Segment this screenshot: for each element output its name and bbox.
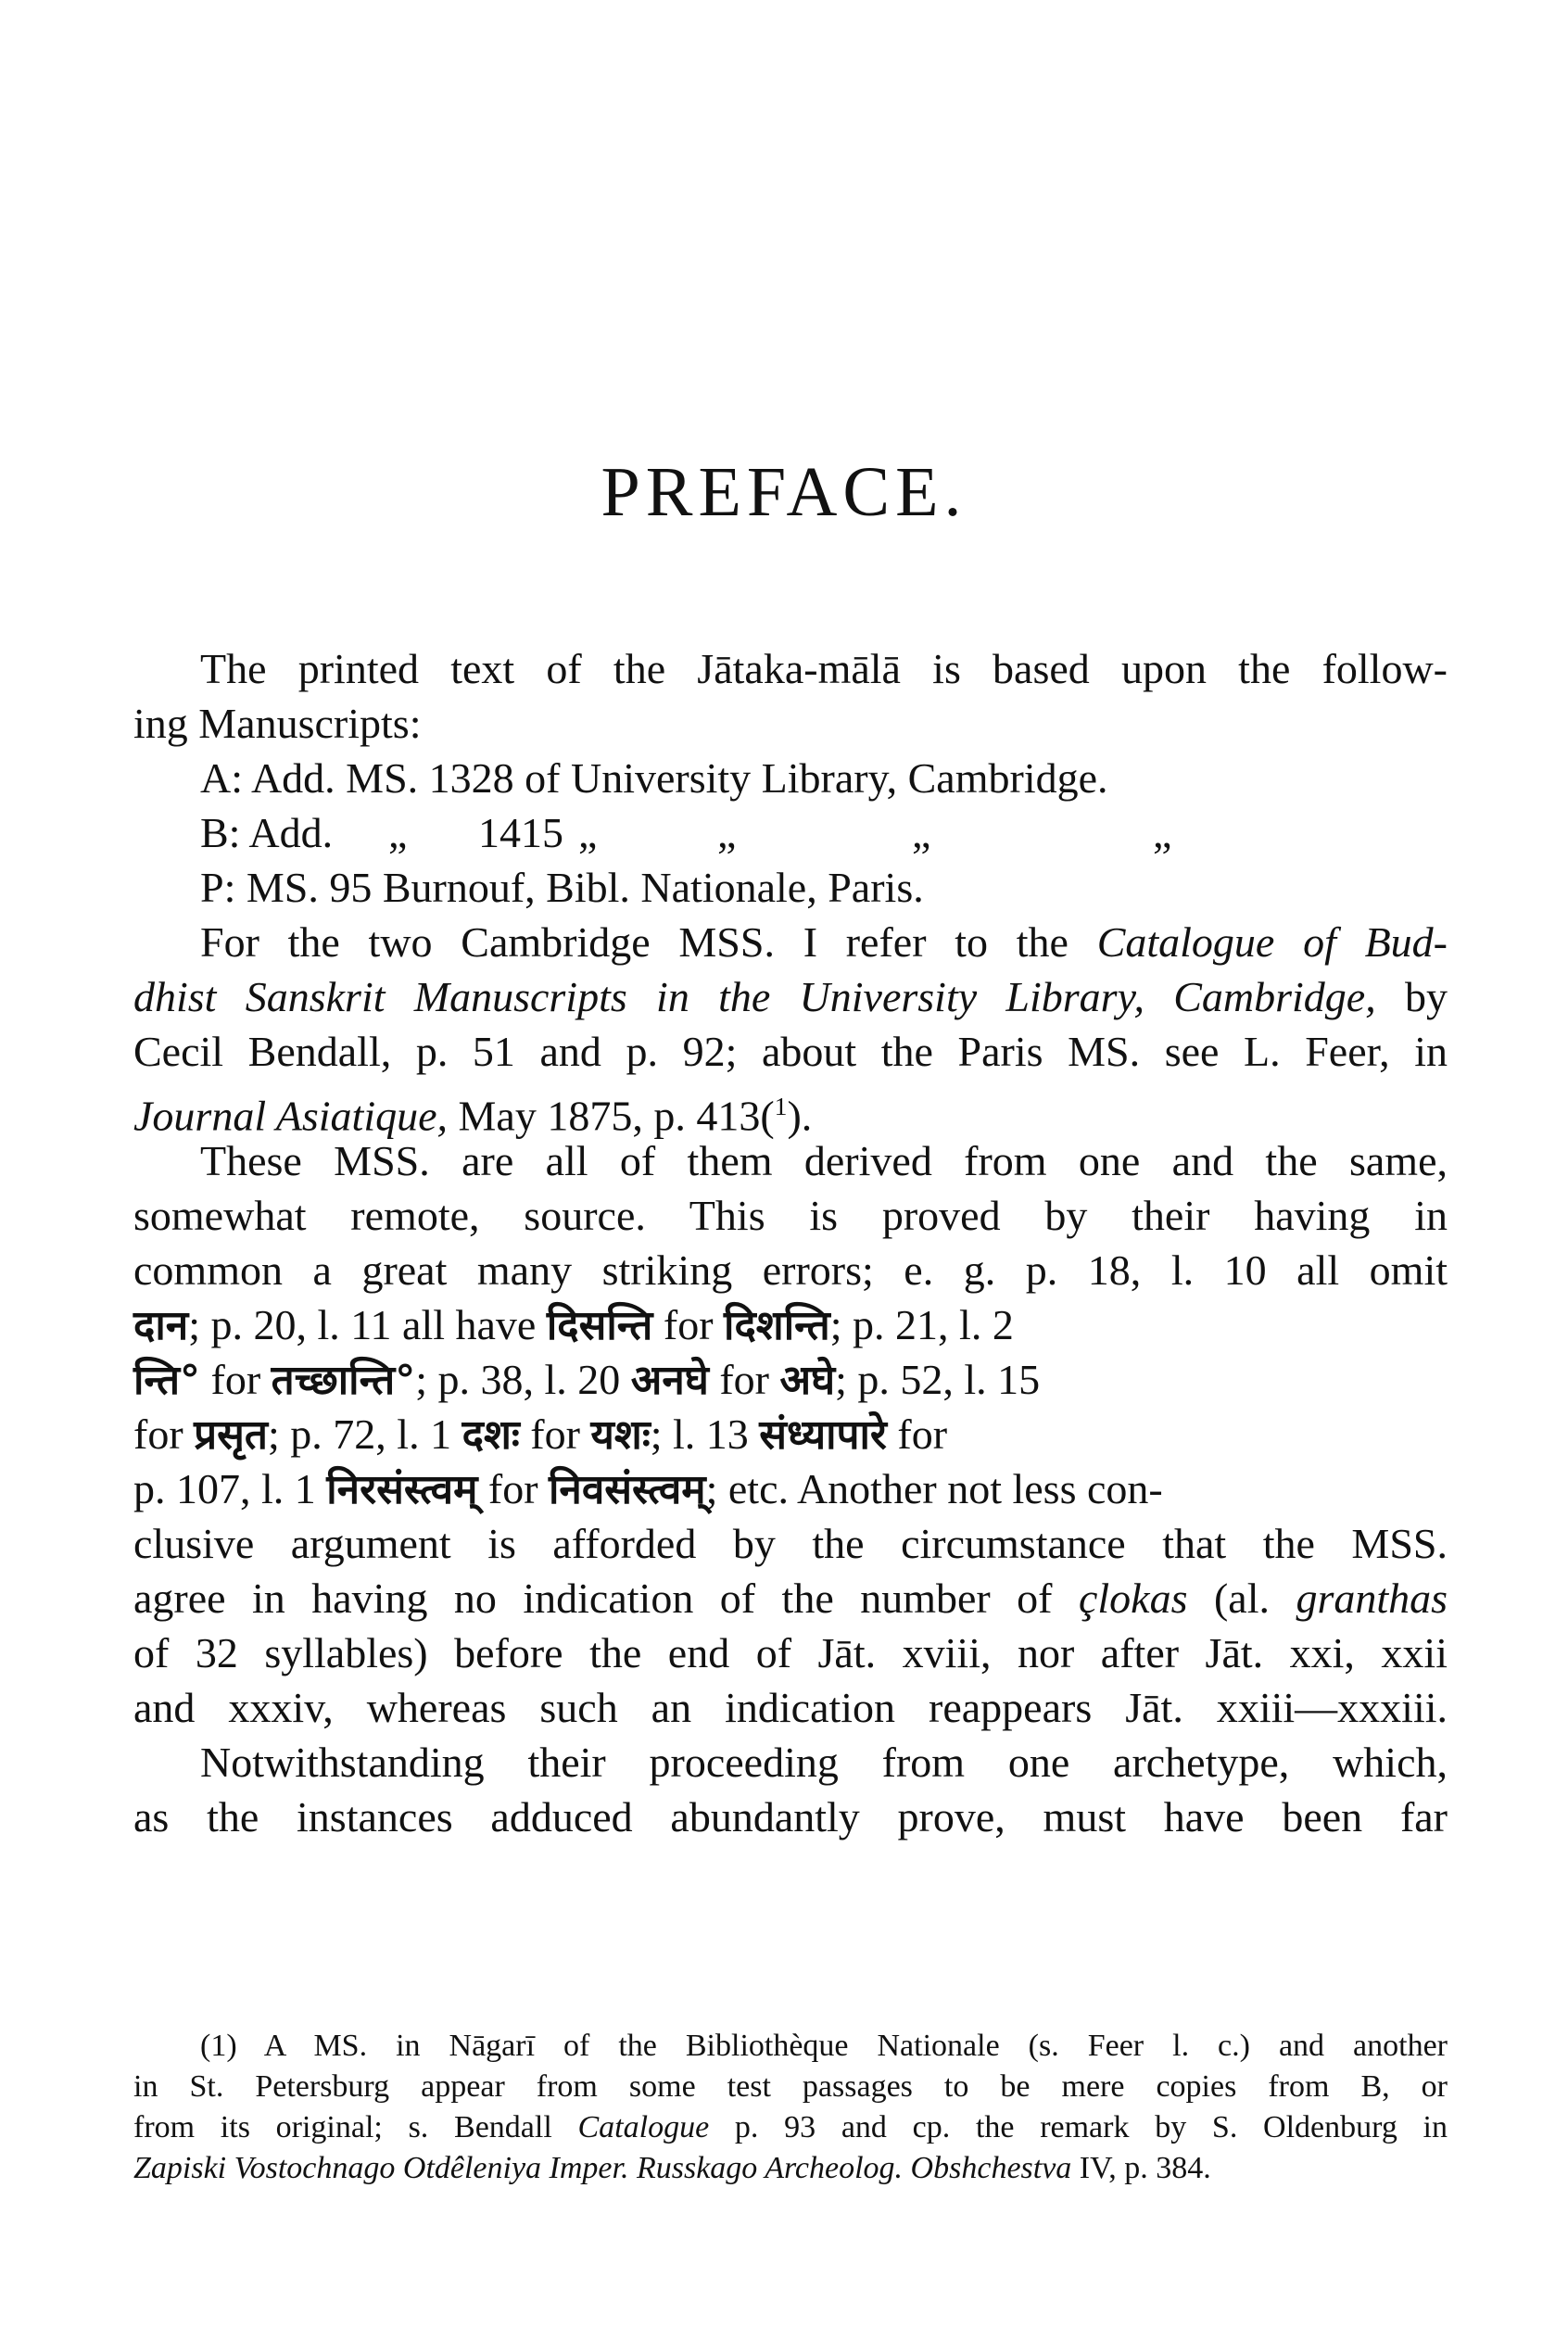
- paragraph-line: clusive argument is afforded by the circumstance that the MSS.: [133, 1520, 1448, 1567]
- paragraph-line: Journal Asiatique, May 1875, p. 413($^1$).: [133, 1092, 813, 1140]
- paragraph-line: common a great many striking errors; e. g. p. 18, l. 10 all omit: [133, 1246, 1448, 1294]
- footnote-line: from its original; s. Bendall Catalogue p. 93 and cp. the remark by S. Oldenburg in: [133, 2110, 1448, 2144]
- devanagari-word: दिशन्ति: [724, 1302, 830, 1349]
- paragraph-line: as the instances adduced abundantly prove, must have been far: [133, 1793, 1448, 1840]
- devanagari-word: तच्छान्ति°: [271, 1357, 416, 1404]
- footnote-line: Zapiski Vostochnago Otdêleniya Imper. Russkago Archeolog. Obshchestva IV, p. 384.: [133, 2151, 1211, 2185]
- paragraph-line: and xxxiv, whereas such an indication reappears Jāt. xxiii—xxxiii.: [133, 1684, 1448, 1731]
- paragraph-line: of 32 syllables) before the end of Jāt. xviii, nor after Jāt. xxi, xxii: [133, 1629, 1448, 1676]
- devanagari-word: निवसंस्त्वम्: [549, 1466, 706, 1513]
- ditto-mark: „: [912, 809, 931, 856]
- page-title: PREFACE.: [601, 453, 967, 531]
- body-text: [133, 641, 1448, 1844]
- footnote: [133, 2026, 1448, 2189]
- ditto-mark: „: [578, 809, 598, 856]
- paragraph-line: दान; p. 20, l. 11 all have दिसन्ति for दिशन्ति; p. 21, l. 2: [133, 1301, 1014, 1349]
- manuscript-b-label: B: Add.: [200, 809, 334, 856]
- paragraph-line: for प्रसृत; p. 72, l. 1 दशः for यशः; l. 13 संध्यापारे for: [133, 1410, 948, 1459]
- paragraph-line: For the two Cambridge MSS. I refer to the Catalogue of Bud-: [200, 918, 1448, 966]
- footnote-line: (1) A MS. in Nāgarī of the Bibliothèque Nationale (s. Feer l. c.) and another: [200, 2029, 1448, 2063]
- manuscript-p: P: MS. 95 Burnouf, Bibl. Nationale, Paris.: [200, 864, 924, 911]
- paragraph-line: somewhat remote, source. This is proved by their having in: [133, 1192, 1448, 1239]
- footnote-line: in St. Petersburg appear from some test passages to be mere copies from B, or: [133, 2069, 1448, 2104]
- devanagari-word: यशः: [590, 1411, 651, 1459]
- paragraph-line: Cecil Bendall, p. 51 and p. 92; about the Paris MS. see L. Feer, in: [133, 1028, 1448, 1075]
- paragraph-line: ing Manuscripts:: [133, 700, 422, 747]
- paragraph-line: These MSS. are all of them derived from one and the same,: [200, 1137, 1448, 1184]
- devanagari-word: दिसन्ति: [546, 1302, 653, 1349]
- paragraph-line: dhist Sanskrit Manuscripts in the University Library, Cambridge, by: [133, 973, 1448, 1020]
- ditto-mark: „: [388, 809, 408, 856]
- paragraph-line: न्ति° for तच्छान्ति°; p. 38, l. 20 अनघे for अघे; p. 52, l. 15: [133, 1356, 1041, 1404]
- footnote-ref: 1: [774, 1092, 788, 1120]
- devanagari-word: संध्यापारे: [759, 1411, 887, 1459]
- ditto-mark: „: [1153, 809, 1172, 856]
- devanagari-word: निरसंस्त्वम्: [326, 1466, 478, 1513]
- devanagari-word: प्रसृत: [194, 1411, 269, 1459]
- devanagari-word: दशः: [462, 1411, 520, 1459]
- footnote-marker: (1): [200, 2029, 237, 2063]
- devanagari-word: न्ति°: [133, 1357, 201, 1404]
- paragraph-line: agree in having no indication of the number of çlokas (al. granthas: [133, 1575, 1448, 1622]
- manuscript-b: [133, 805, 1448, 860]
- devanagari-word: अघे: [779, 1357, 836, 1404]
- paragraph-line: p. 107, l. 1 निरसंस्त्वम् for निवसंस्त्वम्; etc. Another not less con-: [133, 1465, 1163, 1513]
- devanagari-word: अनघे: [630, 1357, 709, 1404]
- ditto-mark: „: [717, 809, 737, 856]
- manuscript-a: A: Add. MS. 1328 of University Library, Cambridge.: [200, 754, 1108, 802]
- devanagari-word: दान: [133, 1302, 189, 1349]
- manuscript-b-number: 1415: [478, 809, 563, 856]
- paragraph-line: Notwithstanding their proceeding from one archetype, which,: [200, 1739, 1448, 1786]
- paragraph-line: The printed text of the Jātaka-mālā is based upon the follow-: [200, 645, 1448, 692]
